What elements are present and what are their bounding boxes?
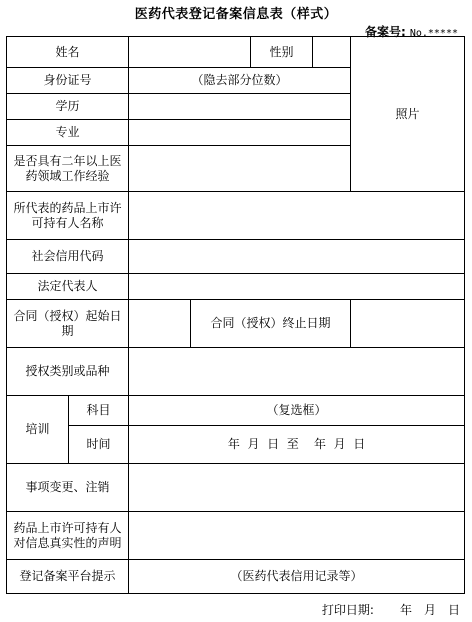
contract-start-value-cell[interactable] (129, 300, 191, 348)
legal-rep-value-cell[interactable] (129, 274, 465, 300)
gender-label: 性别 (251, 37, 313, 68)
education-value-cell[interactable] (129, 94, 351, 120)
print-date (322, 601, 460, 618)
registration-form-table (6, 36, 465, 594)
experience-value-cell[interactable] (129, 146, 351, 192)
legal-rep-label: 法定代表人 (7, 274, 129, 300)
photo-label: 照片 (395, 106, 420, 121)
contract-start-label: 合同（授权）起始日期 (7, 300, 129, 348)
education-label: 学历 (7, 94, 129, 120)
credit-code-label: 社会信用代码 (7, 240, 129, 274)
photo-cell[interactable] (351, 37, 465, 192)
time-label: 时间 (69, 426, 129, 464)
contract-end-value-cell[interactable] (351, 300, 465, 348)
auth-category-value-cell[interactable] (129, 348, 465, 396)
subject-label: 科目 (69, 396, 129, 426)
print-date-label: 打印日期: (321, 603, 374, 617)
name-label: 姓名 (7, 37, 129, 68)
gender-value-cell[interactable] (313, 37, 351, 68)
print-date-day: 日 (447, 603, 460, 617)
id-number-hint: （隐去部分位数） (191, 73, 288, 87)
print-date-month: 月 (423, 603, 436, 617)
id-number-value-cell[interactable] (129, 68, 351, 94)
time-value-cell[interactable]: 年 月 日 至 年 月 日 (129, 426, 465, 464)
training-label: 培训 (7, 396, 69, 464)
form-title: 医药代表登记备案信息表（样式） (134, 7, 338, 22)
subject-checkbox-hint: （复选框） (266, 403, 327, 417)
major-value-cell[interactable] (129, 120, 351, 146)
subject-value-cell[interactable] (129, 396, 465, 426)
holder-name-label: 所代表的药品上市许可持有人名称 (7, 192, 129, 240)
major-label: 专业 (7, 120, 129, 146)
print-date-year: 年 (399, 603, 412, 617)
record-number-value: No.***** (409, 28, 458, 39)
changes-label: 事项变更、注销 (7, 464, 129, 512)
contract-end-label: 合同（授权）终止日期 (191, 300, 351, 348)
platform-hint-label: 登记备案平台提示 (7, 560, 129, 594)
name-value-cell[interactable] (129, 37, 251, 68)
id-number-label: 身份证号 (7, 68, 129, 94)
auth-category-label: 授权类别或品种 (7, 348, 129, 396)
credit-code-value-cell[interactable] (129, 240, 465, 274)
declaration-value-cell[interactable] (129, 512, 465, 560)
changes-value-cell[interactable] (129, 464, 465, 512)
platform-hint-value-cell: （医药代表信用记录等） (129, 560, 465, 594)
declaration-label: 药品上市许可持有人对信息真实性的声明 (7, 512, 129, 560)
record-number-label: 备案号: (365, 25, 406, 39)
holder-name-value-cell[interactable] (129, 192, 465, 240)
experience-label: 是否具有二年以上医药领域工作经验 (7, 146, 129, 192)
